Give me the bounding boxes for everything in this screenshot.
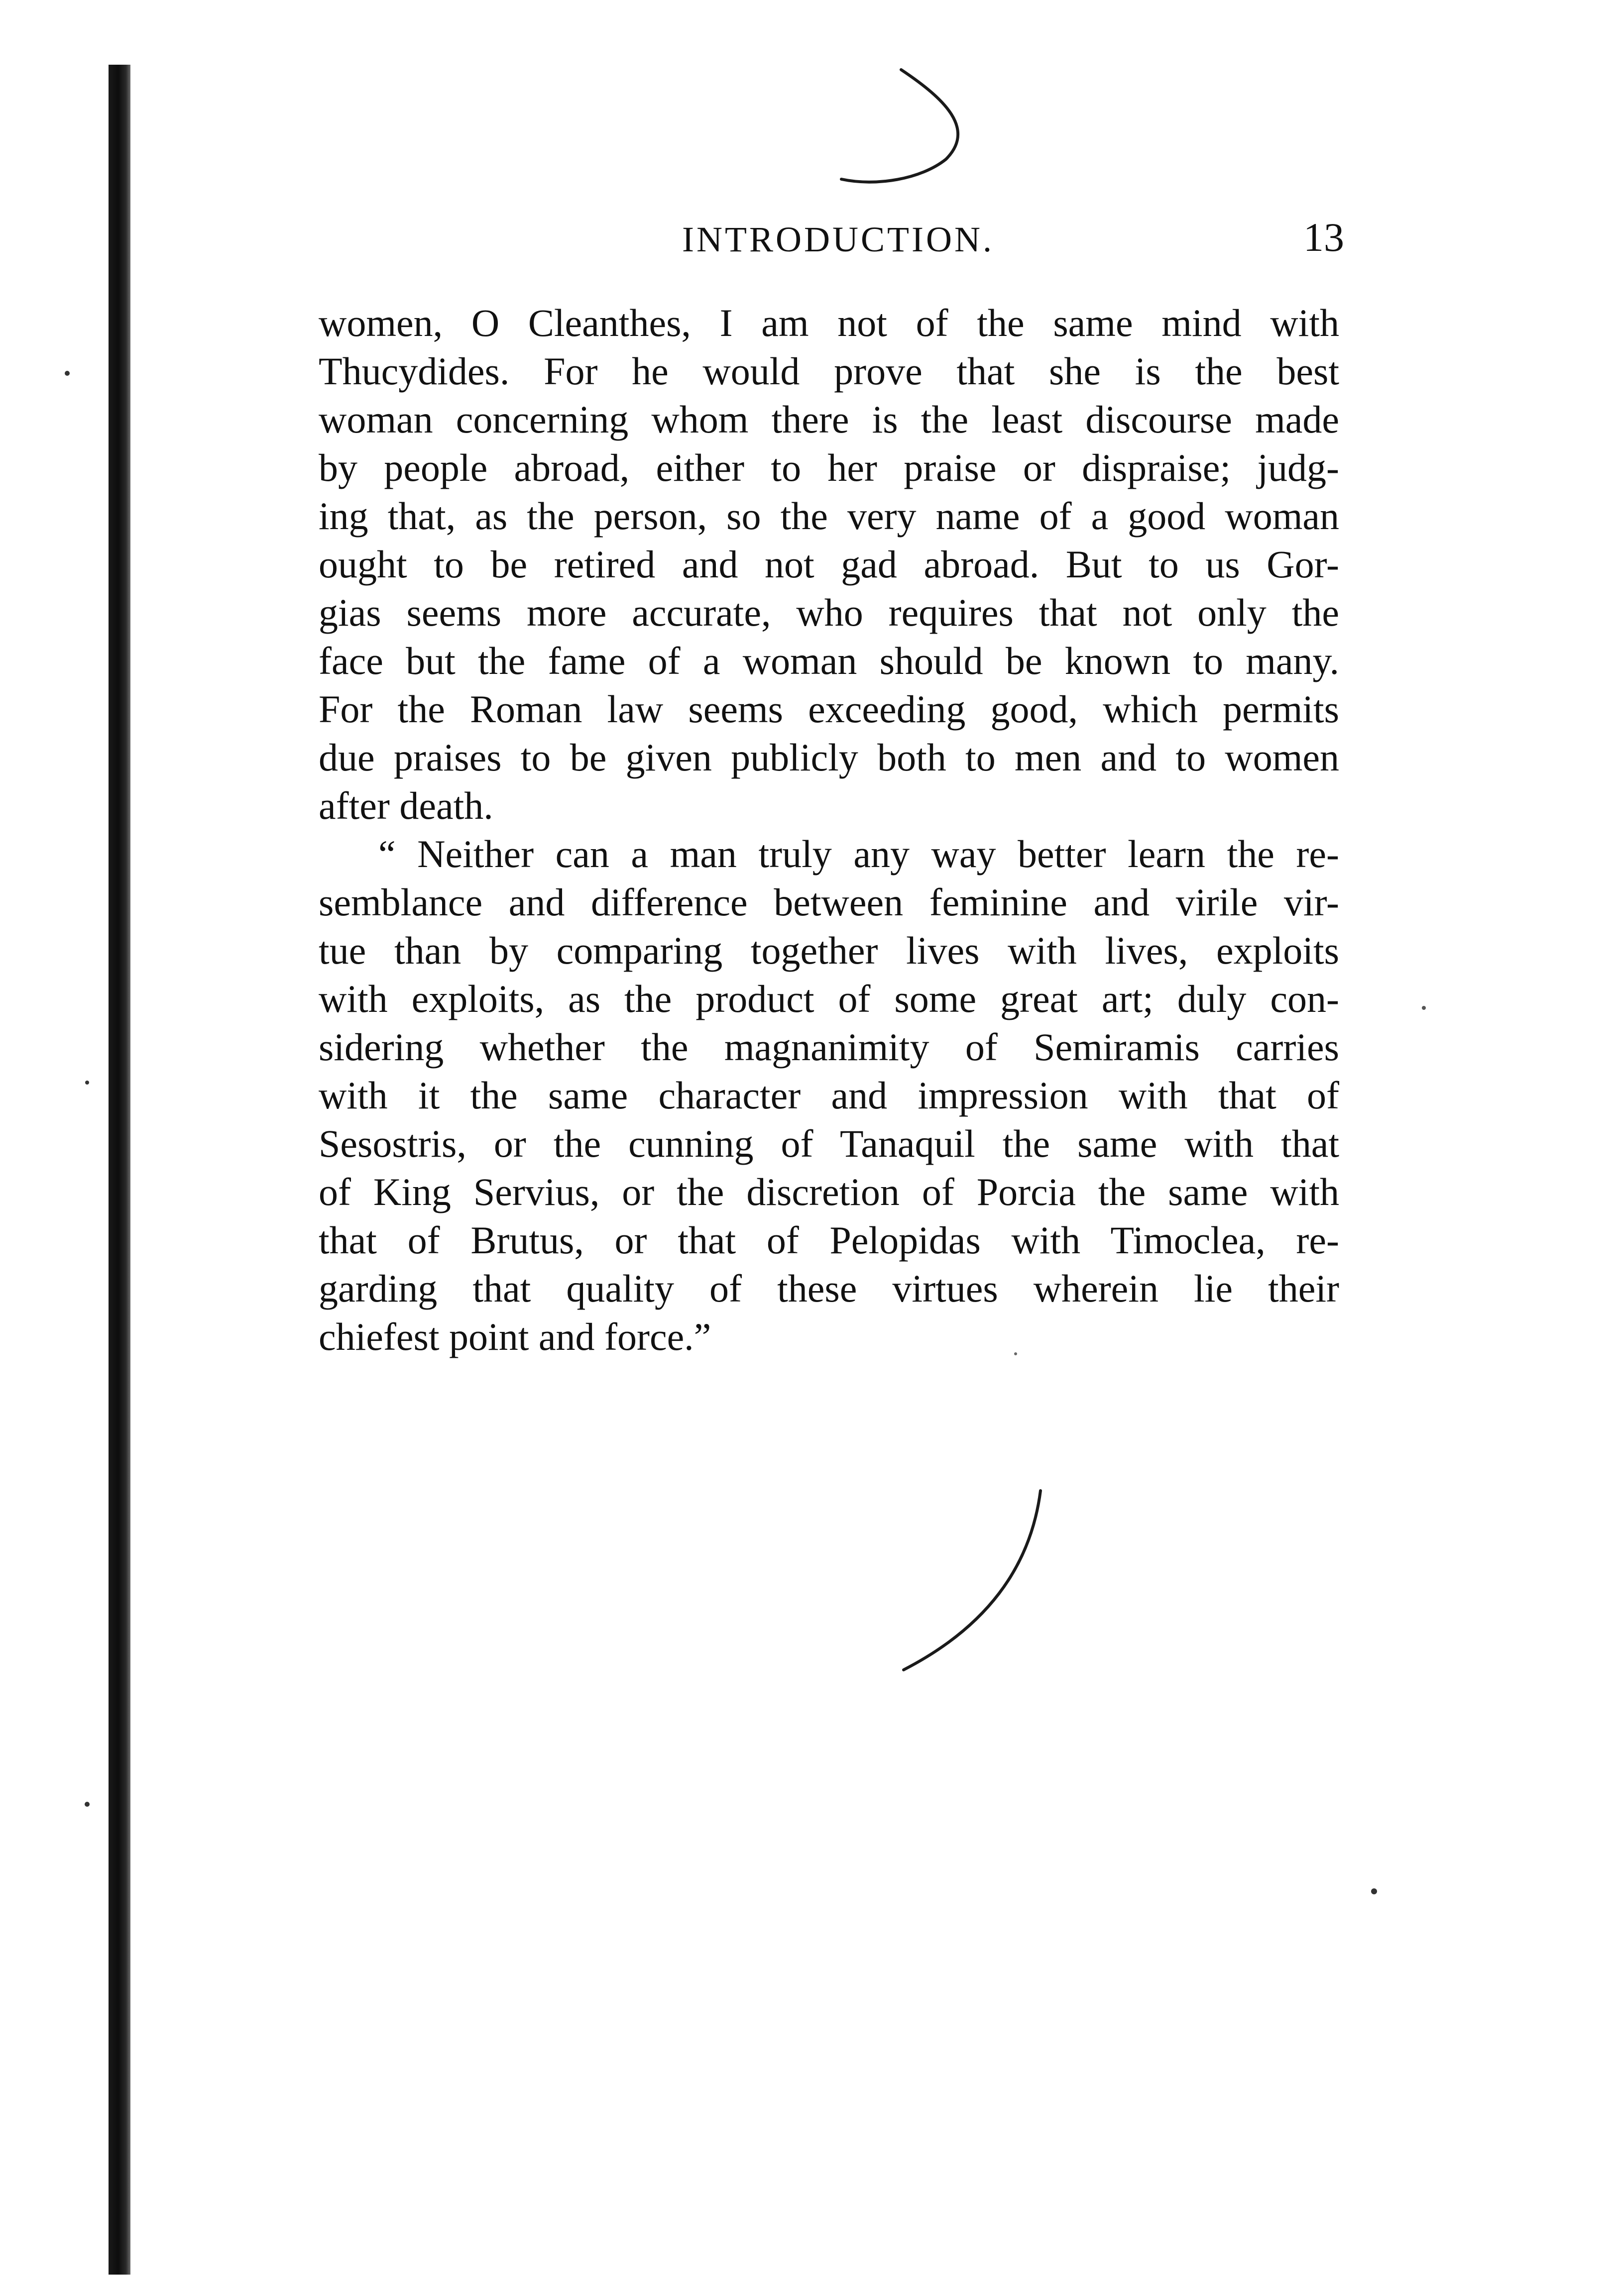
binding-edge <box>109 65 130 2275</box>
speck <box>1422 1006 1426 1010</box>
speck <box>85 1081 89 1085</box>
pen-stroke-bottom <box>904 1491 1040 1670</box>
text-line: “ Neither can a man truly any way better learn the re- <box>378 832 1339 875</box>
text-line: face but the fame of a woman should be known to many. <box>319 639 1339 682</box>
speck <box>1371 1888 1377 1894</box>
text-line: that of Brutus, or that of Pelopidas with Timoclea, re- <box>319 1218 1339 1262</box>
page-number: 13 <box>1303 215 1344 260</box>
text-line: semblance and difference between feminine and virile vir- <box>319 880 1339 924</box>
text-line: chiefest point and force.” <box>319 1315 711 1358</box>
text-line: with exploits, as the product of some great art; duly con- <box>319 977 1339 1020</box>
text-line: after death. <box>319 784 493 827</box>
text-line: Thucydides. For he would prove that she is the best <box>319 349 1339 393</box>
paragraph <box>319 299 1339 830</box>
pen-stroke-top <box>841 70 958 182</box>
body-text <box>319 299 1339 1361</box>
text-line: by people abroad, either to her praise or dispraise; judg- <box>319 446 1339 489</box>
speck <box>85 1802 90 1807</box>
paragraph <box>319 830 1339 1361</box>
text-line: women, O Cleanthes, I am not of the same mind with <box>319 301 1339 344</box>
text-line: ing that, as the person, so the very name of a good woman <box>319 494 1339 538</box>
text-line: For the Roman law seems exceeding good, which permits <box>319 687 1339 731</box>
text-line: sidering whether the magnanimity of Semiramis carries <box>319 1025 1339 1069</box>
text-line: of King Servius, or the discretion of Porcia the same with <box>319 1170 1339 1213</box>
text-line: woman concerning whom there is the least discourse made <box>319 398 1339 441</box>
speck <box>65 371 70 376</box>
running-title: INTRODUCTION. <box>682 219 994 259</box>
running-head <box>319 214 1344 269</box>
text-line: garding that quality of these virtues wherein lie their <box>319 1267 1339 1310</box>
text-line: due praises to be given publicly both to men and to women <box>319 736 1339 779</box>
text-line: gias seems more accurate, who requires that not only the <box>319 591 1339 634</box>
text-line: with it the same character and impression with that of <box>319 1074 1339 1117</box>
text-line: Sesostris, or the cunning of Tanaquil the same with that <box>319 1122 1339 1165</box>
text-line: ought to be retired and not gad abroad. But to us Gor- <box>319 543 1339 586</box>
text-line: tue than by comparing together lives with lives, exploits <box>319 929 1339 972</box>
